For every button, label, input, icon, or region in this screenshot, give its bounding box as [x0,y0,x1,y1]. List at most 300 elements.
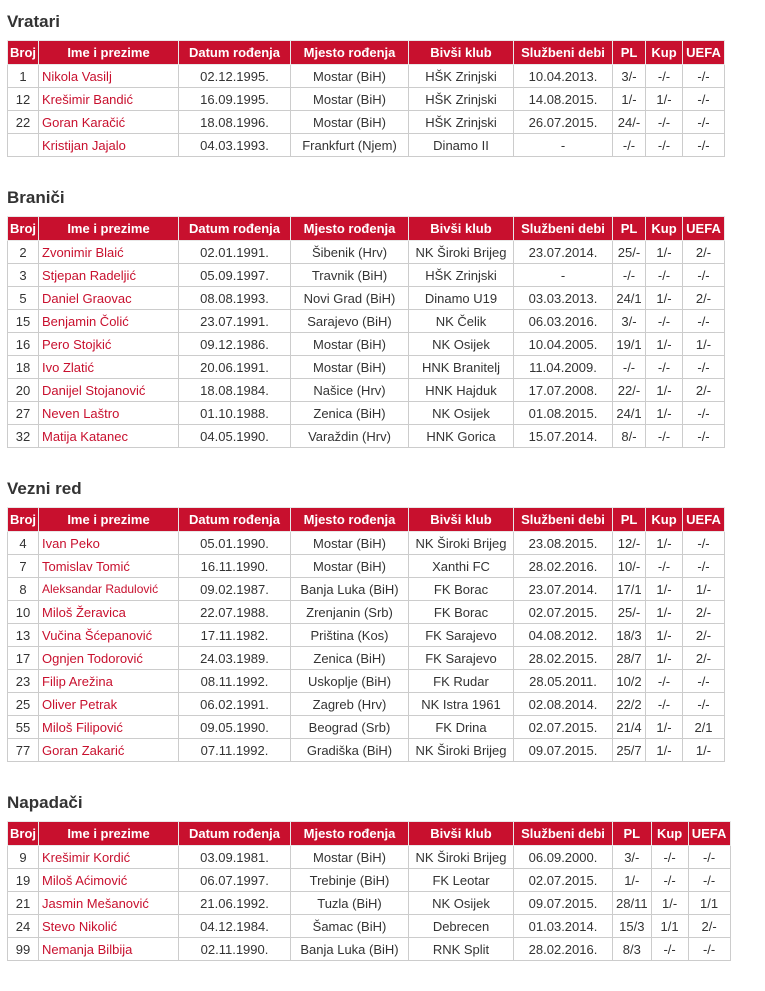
former-club-cell: NK Široki Brijeg [409,532,514,555]
name-cell[interactable]: Miloš Žeravica [39,601,179,624]
column-header: Službeni debi [514,508,613,532]
birthdate-cell: 03.09.1981. [179,846,291,869]
league-cell: 28/7 [613,647,646,670]
birthplace-cell: Mostar (BiH) [291,846,409,869]
debut-cell: 17.07.2008. [514,379,613,402]
debut-cell: 28.02.2015. [514,647,613,670]
column-header: Bivši klub [409,508,514,532]
uefa-cell: -/- [683,670,725,693]
name-cell[interactable]: Aleksandar Radulović [39,578,179,601]
birthplace-cell: Tuzla (BiH) [291,892,409,915]
column-header: Datum rođenja [179,217,291,241]
uefa-cell: 1/- [683,578,725,601]
table-row [8,264,725,287]
birthplace-cell: Sarajevo (BiH) [291,310,409,333]
debut-cell: 14.08.2015. [514,88,613,111]
cup-cell: -/- [646,65,683,88]
number-cell: 10 [8,601,39,624]
header-row [8,41,725,65]
uefa-cell: -/- [683,402,725,425]
birthdate-cell: 02.01.1991. [179,241,291,264]
league-cell: 3/- [613,310,646,333]
name-cell[interactable]: Tomislav Tomić [39,555,179,578]
cup-cell: -/- [646,111,683,134]
birthdate-cell: 24.03.1989. [179,647,291,670]
cup-cell: -/- [646,670,683,693]
birthplace-cell: Šamac (BiH) [291,915,409,938]
birthdate-cell: 07.11.1992. [179,739,291,762]
column-header: PL [613,217,646,241]
birthdate-cell: 16.09.1995. [179,88,291,111]
column-header: Mjesto rođenja [291,217,409,241]
uefa-cell: 1/- [683,333,725,356]
birthdate-cell: 08.08.1993. [179,287,291,310]
column-header: PL [613,41,646,65]
former-club-cell: NK Čelik [409,310,514,333]
name-cell[interactable]: Neven Laštro [39,402,179,425]
section-goalkeepers [7,12,725,157]
uefa-cell: -/- [688,938,730,961]
debut-cell: 11.04.2009. [514,356,613,379]
cup-cell: -/- [646,134,683,157]
uefa-cell: -/- [683,88,725,111]
birthdate-cell: 06.07.1997. [179,869,291,892]
birthdate-cell: 23.07.1991. [179,310,291,333]
name-cell[interactable]: Matija Katanec [39,425,179,448]
column-header: Datum rođenja [179,41,291,65]
name-cell[interactable]: Filip Arežina [39,670,179,693]
number-cell: 15 [8,310,39,333]
uefa-cell: -/- [688,846,730,869]
players-table [7,216,725,448]
column-header: UEFA [683,41,725,65]
table-row [8,892,731,915]
section-midfielders [7,479,725,762]
table-row [8,134,725,157]
name-cell[interactable]: Miloš Aćimović [39,869,179,892]
header-row [8,217,725,241]
birthdate-cell: 09.12.1986. [179,333,291,356]
debut-cell: 23.08.2015. [514,532,613,555]
league-cell: 3/- [613,65,646,88]
name-cell[interactable]: Miloš Filipović [39,716,179,739]
birthdate-cell: 18.08.1984. [179,379,291,402]
birthplace-cell: Mostar (BiH) [291,356,409,379]
debut-cell: 02.07.2015. [514,601,613,624]
uefa-cell: 1/1 [688,892,730,915]
name-cell[interactable]: Nikola Vasilj [39,65,179,88]
number-cell: 99 [8,938,39,961]
debut-cell: - [514,134,613,157]
number-cell: 55 [8,716,39,739]
cup-cell: 1/- [646,241,683,264]
number-cell: 19 [8,869,39,892]
birthplace-cell: Zenica (BiH) [291,402,409,425]
former-club-cell: FK Rudar [409,670,514,693]
cup-cell: 1/- [646,333,683,356]
cup-cell: 1/- [646,402,683,425]
column-header: Bivši klub [409,217,514,241]
birthplace-cell: Banja Luka (BiH) [291,938,409,961]
table-row [8,88,725,111]
cup-cell: -/- [651,869,688,892]
table-row [8,693,725,716]
former-club-cell: HŠK Zrinjski [409,65,514,88]
table-row [8,938,731,961]
column-header: Službeni debi [514,41,613,65]
number-cell: 13 [8,624,39,647]
name-cell[interactable]: Danijel Stojanović [39,379,179,402]
number-cell: 12 [8,88,39,111]
former-club-cell: Dinamo II [409,134,514,157]
number-cell: 32 [8,425,39,448]
former-club-cell: NK Široki Brijeg [409,241,514,264]
debut-cell: 01.03.2014. [514,915,613,938]
birthplace-cell: Zrenjanin (Srb) [291,601,409,624]
league-cell: 15/3 [613,915,652,938]
number-cell: 77 [8,739,39,762]
column-header: Datum rođenja [179,822,291,846]
header-row [8,508,725,532]
former-club-cell: Dinamo U19 [409,287,514,310]
uefa-cell: -/- [683,693,725,716]
debut-cell: 06.03.2016. [514,310,613,333]
name-cell[interactable]: Nemanja Bilbija [39,938,179,961]
table-row [8,670,725,693]
name-cell[interactable]: Stjepan Radeljić [39,264,179,287]
former-club-cell: HNK Gorica [409,425,514,448]
uefa-cell: -/- [683,134,725,157]
players-table [7,40,725,157]
league-cell: -/- [613,264,646,287]
column-header: Mjesto rođenja [291,41,409,65]
birthplace-cell: Uskoplje (BiH) [291,670,409,693]
column-header: Broj [8,822,39,846]
former-club-cell: HNK Branitelj [409,356,514,379]
cup-cell: 1/- [646,624,683,647]
league-cell: 10/- [613,555,646,578]
section-title: Napadači [7,793,83,812]
cup-cell: -/- [646,425,683,448]
uefa-cell: -/- [688,869,730,892]
birthplace-cell: Trebinje (BiH) [291,869,409,892]
former-club-cell: HŠK Zrinjski [409,88,514,111]
birthdate-cell: 02.12.1995. [179,65,291,88]
uefa-cell: -/- [683,555,725,578]
header-row [8,822,731,846]
column-header: Službeni debi [514,822,613,846]
league-cell: 28/11 [613,892,652,915]
debut-cell: 09.07.2015. [514,892,613,915]
column-header: Ime i prezime [39,41,179,65]
birthdate-cell: 04.05.1990. [179,425,291,448]
uefa-cell: 2/- [683,379,725,402]
number-cell: 17 [8,647,39,670]
league-cell: 8/- [613,425,646,448]
section-title: Vratari [7,12,60,31]
former-club-cell: NK Istra 1961 [409,693,514,716]
column-header: Mjesto rođenja [291,508,409,532]
table-row [8,310,725,333]
column-header: Bivši klub [409,822,514,846]
league-cell: 1/- [613,88,646,111]
section-defenders [7,188,725,448]
column-header: Službeni debi [514,217,613,241]
uefa-cell: -/- [683,425,725,448]
number-cell: 21 [8,892,39,915]
number-cell: 1 [8,65,39,88]
birthplace-cell: Zagreb (Hrv) [291,693,409,716]
uefa-cell: -/- [683,111,725,134]
name-cell[interactable]: Daniel Graovac [39,287,179,310]
name-cell[interactable]: Ivo Zlatić [39,356,179,379]
league-cell: 25/- [613,241,646,264]
birthplace-cell: Novi Grad (BiH) [291,287,409,310]
cup-cell: 1/- [646,379,683,402]
number-cell: 18 [8,356,39,379]
former-club-cell: FK Drina [409,716,514,739]
number-cell: 4 [8,532,39,555]
table-row [8,333,725,356]
cup-cell: 1/- [646,647,683,670]
cup-cell: -/- [651,846,688,869]
cup-cell: 1/- [646,287,683,310]
cup-cell: -/- [646,264,683,287]
column-header: UEFA [683,217,725,241]
birthdate-cell: 09.02.1987. [179,578,291,601]
former-club-cell: NK Široki Brijeg [409,739,514,762]
debut-cell: 28.02.2016. [514,555,613,578]
former-club-cell: NK Osijek [409,892,514,915]
name-cell[interactable]: Ognjen Todorović [39,647,179,670]
table-row [8,425,725,448]
birthdate-cell: 05.01.1990. [179,532,291,555]
cup-cell: 1/- [646,578,683,601]
debut-cell: 28.02.2016. [514,938,613,961]
birthdate-cell: 08.11.1992. [179,670,291,693]
debut-cell: 04.08.2012. [514,624,613,647]
debut-cell: 02.08.2014. [514,693,613,716]
uefa-cell: -/- [683,532,725,555]
league-cell: -/- [613,356,646,379]
number-cell: 24 [8,915,39,938]
cup-cell: 1/- [646,532,683,555]
table-row [8,532,725,555]
birthplace-cell: Frankfurt (Njem) [291,134,409,157]
table-row [8,869,731,892]
league-cell: 17/1 [613,578,646,601]
debut-cell: 10.04.2005. [514,333,613,356]
column-header: Kup [646,217,683,241]
name-cell[interactable]: Pero Stojkić [39,333,179,356]
name-cell[interactable]: Krešimir Kordić [39,846,179,869]
debut-cell: 28.05.2011. [514,670,613,693]
number-cell: 22 [8,111,39,134]
cup-cell: -/- [651,938,688,961]
column-header: Ime i prezime [39,508,179,532]
section-forwards [7,793,731,961]
former-club-cell: HŠK Zrinjski [409,111,514,134]
league-cell: 22/2 [613,693,646,716]
column-header: Datum rođenja [179,508,291,532]
birthdate-cell: 01.10.1988. [179,402,291,425]
debut-cell: 15.07.2014. [514,425,613,448]
league-cell: 19/1 [613,333,646,356]
birthdate-cell: 04.12.1984. [179,915,291,938]
column-header: UEFA [683,508,725,532]
league-cell: 22/- [613,379,646,402]
uefa-cell: 1/- [683,739,725,762]
former-club-cell: FK Borac [409,578,514,601]
former-club-cell: FK Sarajevo [409,647,514,670]
uefa-cell: 2/- [683,601,725,624]
number-cell: 7 [8,555,39,578]
league-cell: 24/1 [613,402,646,425]
birthplace-cell: Priština (Kos) [291,624,409,647]
table-row [8,111,725,134]
number-cell: 3 [8,264,39,287]
column-header: Kup [646,508,683,532]
cup-cell: -/- [646,693,683,716]
uefa-cell: -/- [683,264,725,287]
league-cell: 18/3 [613,624,646,647]
table-row [8,647,725,670]
birthplace-cell: Banja Luka (BiH) [291,578,409,601]
birthdate-cell: 02.11.1990. [179,938,291,961]
uefa-cell: -/- [683,310,725,333]
number-cell: 2 [8,241,39,264]
debut-cell: 02.07.2015. [514,716,613,739]
birthplace-cell: Travnik (BiH) [291,264,409,287]
column-header: Ime i prezime [39,822,179,846]
birthdate-cell: 17.11.1982. [179,624,291,647]
name-cell[interactable]: Ivan Peko [39,532,179,555]
uefa-cell: 2/- [683,624,725,647]
cup-cell: 1/- [646,601,683,624]
league-cell: 10/2 [613,670,646,693]
former-club-cell: HŠK Zrinjski [409,264,514,287]
uefa-cell: 2/1 [683,716,725,739]
players-table [7,507,725,762]
column-header: Broj [8,41,39,65]
birthdate-cell: 16.11.1990. [179,555,291,578]
number-cell: 20 [8,379,39,402]
debut-cell: - [514,264,613,287]
name-cell[interactable]: Zvonimir Blaić [39,241,179,264]
column-header: PL [613,508,646,532]
number-cell: 16 [8,333,39,356]
name-cell[interactable]: Vučina Šćepanović [39,624,179,647]
birthplace-cell: Beograd (Srb) [291,716,409,739]
table-row [8,555,725,578]
column-header: Kup [651,822,688,846]
debut-cell: 09.07.2015. [514,739,613,762]
table-row [8,846,731,869]
birthplace-cell: Mostar (BiH) [291,532,409,555]
table-row [8,739,725,762]
name-cell[interactable]: Goran Karačić [39,111,179,134]
number-cell: 25 [8,693,39,716]
league-cell: 12/- [613,532,646,555]
debut-cell: 23.07.2014. [514,241,613,264]
number-cell [8,134,39,157]
birthplace-cell: Gradiška (BiH) [291,739,409,762]
table-row [8,601,725,624]
table-row [8,356,725,379]
name-cell[interactable]: Stevo Nikolić [39,915,179,938]
debut-cell: 02.07.2015. [514,869,613,892]
name-cell[interactable]: Goran Zakarić [39,739,179,762]
number-cell: 5 [8,287,39,310]
table-row [8,578,725,601]
uefa-cell: -/- [683,65,725,88]
table-row [8,624,725,647]
name-cell[interactable]: Benjamin Čolić [39,310,179,333]
number-cell: 23 [8,670,39,693]
birthplace-cell: Varaždin (Hrv) [291,425,409,448]
birthdate-cell: 21.06.1992. [179,892,291,915]
league-cell: 24/- [613,111,646,134]
birthdate-cell: 05.09.1997. [179,264,291,287]
uefa-cell: 2/- [683,287,725,310]
former-club-cell: FK Borac [409,601,514,624]
table-row [8,287,725,310]
birthdate-cell: 22.07.1988. [179,601,291,624]
birthplace-cell: Mostar (BiH) [291,88,409,111]
former-club-cell: NK Široki Brijeg [409,846,514,869]
column-header: Bivši klub [409,41,514,65]
cup-cell: -/- [646,555,683,578]
birthdate-cell: 20.06.1991. [179,356,291,379]
table-row [8,915,731,938]
cup-cell: 1/- [651,892,688,915]
league-cell: 24/1 [613,287,646,310]
former-club-cell: FK Leotar [409,869,514,892]
cup-cell: -/- [646,310,683,333]
uefa-cell: 2/- [688,915,730,938]
former-club-cell: HNK Hajduk [409,379,514,402]
birthplace-cell: Mostar (BiH) [291,111,409,134]
birthdate-cell: 09.05.1990. [179,716,291,739]
number-cell: 9 [8,846,39,869]
name-cell[interactable]: Oliver Petrak [39,693,179,716]
cup-cell: 1/- [646,739,683,762]
column-header: Kup [646,41,683,65]
name-cell[interactable]: Jasmin Mešanović [39,892,179,915]
debut-cell: 26.07.2015. [514,111,613,134]
name-cell[interactable]: Kristijan Jajalo [39,134,179,157]
league-cell: 21/4 [613,716,646,739]
table-row [8,379,725,402]
players-table [7,821,731,961]
cup-cell: 1/1 [651,915,688,938]
debut-cell: 06.09.2000. [514,846,613,869]
birthplace-cell: Mostar (BiH) [291,333,409,356]
birthdate-cell: 06.02.1991. [179,693,291,716]
column-header: UEFA [688,822,730,846]
number-cell: 27 [8,402,39,425]
birthplace-cell: Mostar (BiH) [291,65,409,88]
league-cell: 25/7 [613,739,646,762]
debut-cell: 23.07.2014. [514,578,613,601]
birthplace-cell: Šibenik (Hrv) [291,241,409,264]
league-cell: 1/- [613,869,652,892]
uefa-cell: 2/- [683,241,725,264]
name-cell[interactable]: Krešimir Bandić [39,88,179,111]
birthplace-cell: Zenica (BiH) [291,647,409,670]
league-cell: 3/- [613,846,652,869]
birthplace-cell: Našice (Hrv) [291,379,409,402]
